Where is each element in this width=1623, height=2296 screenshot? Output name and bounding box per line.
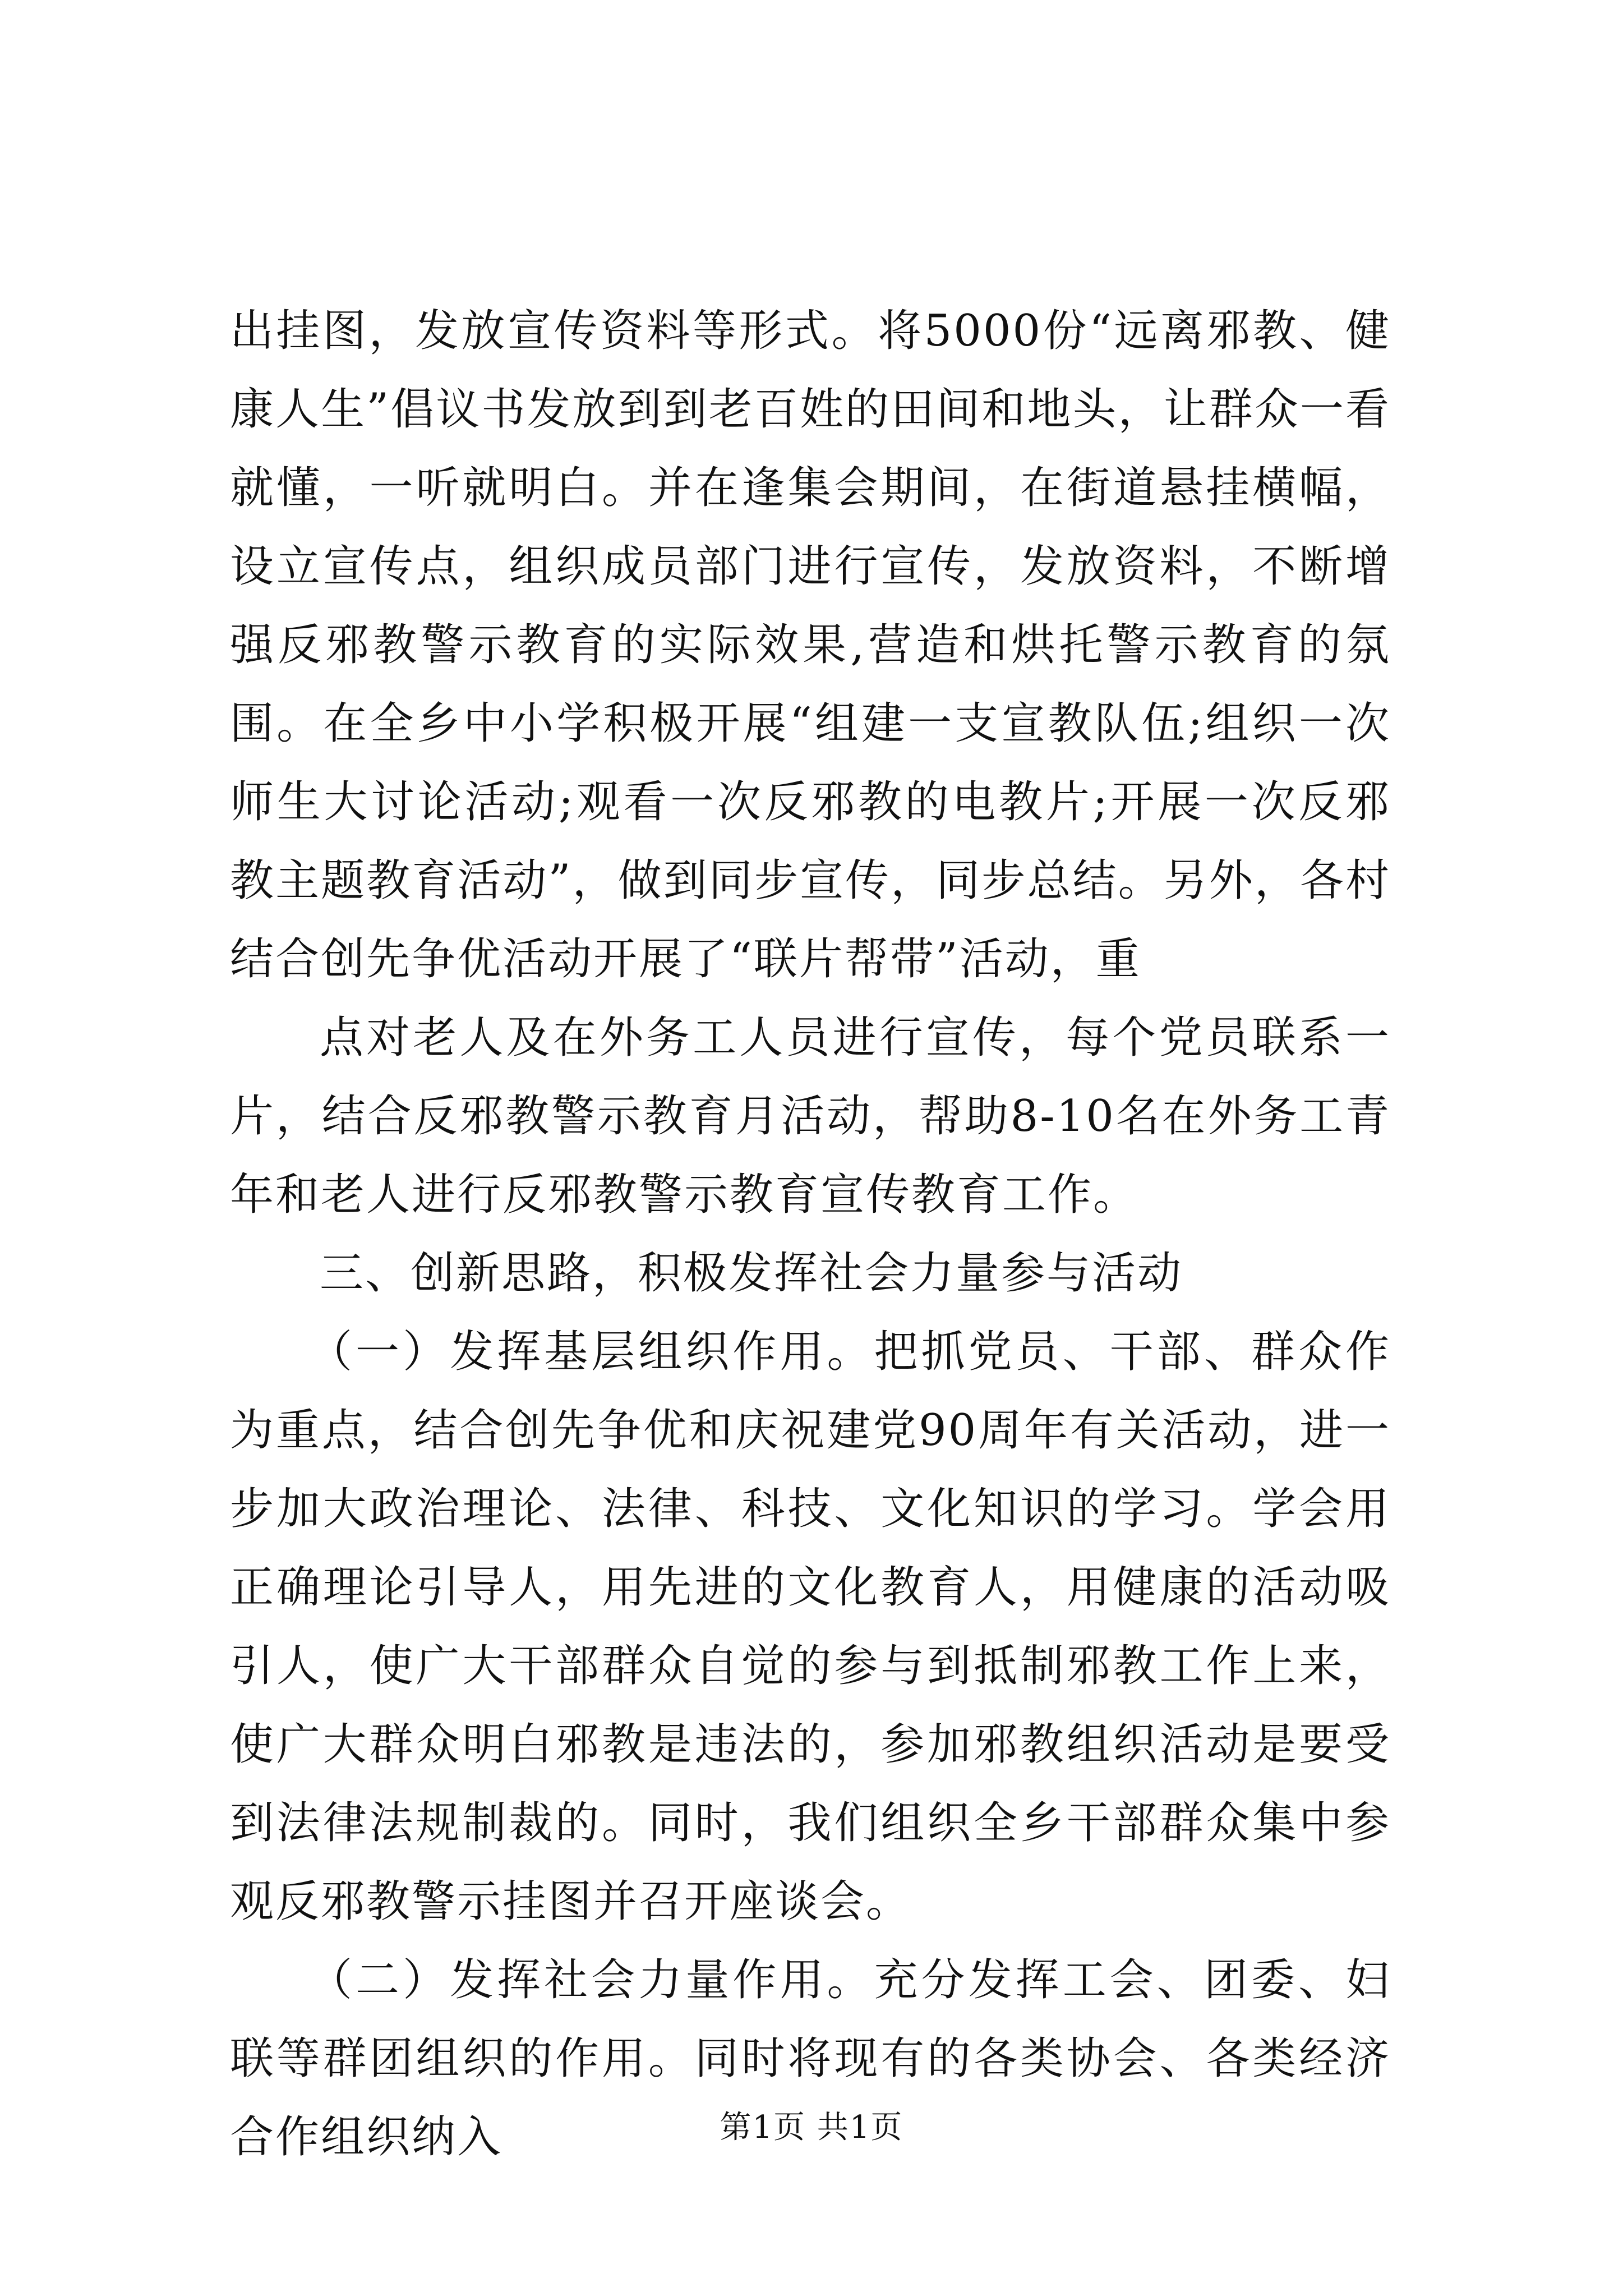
paragraph-continued: 出挂图，发放宣传资料等形式。将5000份“远离邪教、健康人生”倡议书发放到到老百姓的田间和地头，让群众一看就懂，一听就明白。并在逢集会期间，在街道悬挂横幅，设立宣传点，组织成员部门进行宣传，发放资料，不断增强反邪教警示教育的实际效果,营造和烘托警示教育的氛围。在全乡中小学积极开展“组建一支宣教队伍;组织一次师生大讨论活动;观看一次反邪教的电教片;开展一次反邪教主题教育活动”，做到同步宣传，同步总结。另外，各村结合创先争优活动开展了“联片帮带”活动，重	[230, 306, 1391, 984]
paragraph-elderly-workers: 点对老人及在外务工人员进行宣传，每个党员联系一片，结合反邪教警示教育月活动，帮助8-10名在外务工青年和老人进行反邪教警示教育宣传教育工作。	[230, 1013, 1391, 1220]
section-heading-three: 三、创新思路，积极发挥社会力量参与活动	[320, 1248, 1183, 1299]
document-body	[230, 292, 1391, 2177]
paragraph-social-forces: （二）发挥社会力量作用。充分发挥工会、团委、妇联等群团组织的作用。同时将现有的各类协会、各类经济合作组织纳入	[230, 1955, 1391, 2162]
paragraph-grassroots: （一）发挥基层组织作用。把抓党员、干部、群众作为重点，结合创先争优和庆祝建党90周年有关活动，进一步加大政治理论、法律、科技、文化知识的学习。学会用正确理论引导人，用先进的文化教育人，用健康的活动吸引人，使广大干部群众自觉的参与到抵制邪教工作上来，使广大群众明白邪教是违法的，参加邪教组织活动是要受到法律法规制裁的。同时，我们组织全乡干部群众集中参观反邪教警示挂图并召开座谈会。	[230, 1327, 1391, 1927]
page-footer: 第1页 共1页	[720, 2109, 903, 2146]
